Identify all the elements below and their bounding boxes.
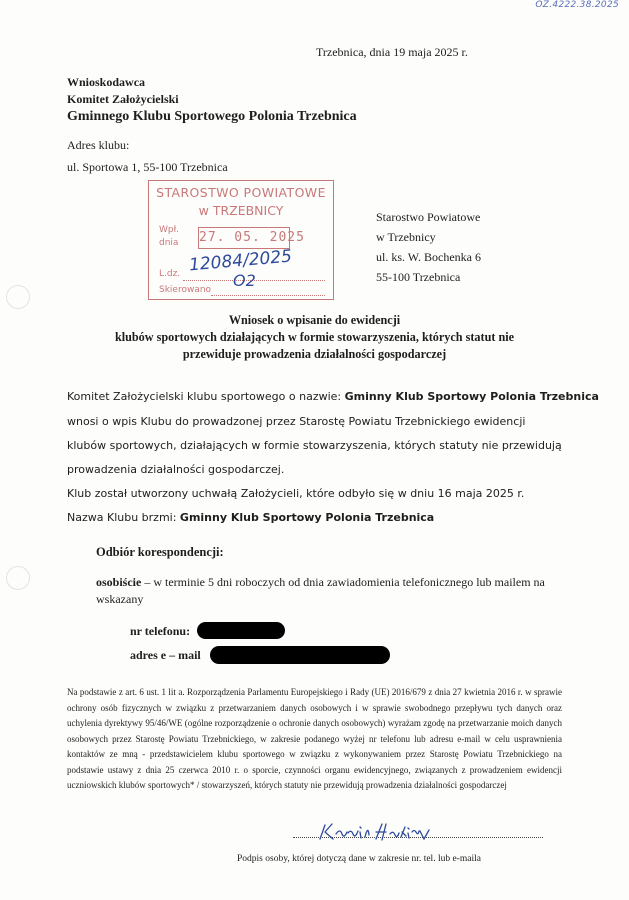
phone-label: nr telefonu: xyxy=(130,624,191,638)
recipient-address xyxy=(376,207,481,287)
registry-stamp xyxy=(148,180,334,300)
consent-clause: Na podstawie z art. 6 ust. 1 lit a. Rozporządzenia Parlamentu Europejskiego i Rady (UE) 2016/679 z dnia 27 kwietnia 2016 r. w sprawie ochrony osób fizycznych w związku z przetwarzaniem danych osobowych i w sprawie swobodnego przepływu tych danych oraz uchylenia dyrektywy 95/46/WE (ogólne rozporządzenie o ochronie danych osobowych) wyrażam zgodę na przetwarzanie moich danych osobowych przez Starostę Powiatu Trzebnickiego, w zakresie podanego wyżej nr telefonu lub adresu e-mail w celu usprawnienia kontaktów ze mną - przedstawicielem klubu sportowego w związku z wykonywaniem przez Starostę Powiatu Trzebnickiego na podstawie ustawy z dnia 25 czerwca 2010 r. o sporcie, czynności organu ewidencyjnego, związanych z prowadzeniem ewidencji uczniowskich klubów sportowych* / stowarzyszeń, których statuty nie przewidują prowadzenia działalności gospodarczej xyxy=(67,687,562,790)
applicant-club-name: Gminnego Klubu Sportowego Polonia Trzebnica xyxy=(67,109,357,124)
stamp-received-date: 27. 05. 2025 xyxy=(198,227,290,249)
stamp-routed-handwritten: O2 xyxy=(233,271,256,290)
body-line-4: prowadzenia działalności gospodarczej. xyxy=(67,463,285,476)
recipient-line: w Trzebnicy xyxy=(376,230,436,244)
stamp-date-label: dnia xyxy=(159,238,179,248)
recipient-line: ul. ks. W. Bochenka 6 xyxy=(376,250,481,264)
document-heading xyxy=(0,312,629,363)
body-club-name-2: Gminny Klub Sportowy Polonia Trzebnica xyxy=(179,511,435,524)
body-line-1-text: Komitet Założycielski klubu sportowego o nazwie: xyxy=(67,390,345,403)
recipient-line: Starostwo Powiatowe xyxy=(376,210,481,224)
stamp-received-label: Wpł. xyxy=(159,225,180,235)
applicant-label: Wnioskodawca xyxy=(67,75,146,89)
correspondence-text xyxy=(96,574,566,608)
stamp-number-label: L.dz. xyxy=(159,269,181,279)
correspondence-mode-text: – w terminie 5 dni roboczych od dnia zawiadomienia telefonicznego lub mailem na wskazany xyxy=(96,575,545,606)
correspondence-mode: osobiście xyxy=(96,575,142,589)
applicant-committee: Komitet Założycielski xyxy=(67,92,179,106)
body-line-5: Klub został utworzony uchwałą Założycieli, które odbyło się w dniu 16 maja 2025 r. xyxy=(67,487,525,500)
phone-redaction xyxy=(197,622,285,639)
signature-caption: Podpis osoby, której dotyczą dane w zakresie nr. tel. lub e-maila xyxy=(237,854,481,864)
correspondence-title: Odbiór korespondencji: xyxy=(96,545,224,559)
punch-hole-top xyxy=(6,285,30,309)
email-redaction xyxy=(210,646,390,664)
body-line-3: klubów sportowych, działających w formie stowarzyszenia, których statuty nie przewidują xyxy=(67,439,562,452)
reference-number: OZ.4222.38.2025 xyxy=(535,0,619,10)
heading-line-1: Wniosek o wpisanie do ewidencji xyxy=(228,313,401,327)
body-line-6-text: Nazwa Klubu brzmi: xyxy=(67,511,180,524)
recipient-line: 55-100 Trzebnica xyxy=(376,270,461,284)
punch-hole-bottom xyxy=(6,566,30,590)
signature xyxy=(316,819,436,849)
email-label: adres e – mail xyxy=(130,648,201,662)
body-club-name: Gminny Klub Sportowy Polonia Trzebnica xyxy=(344,390,599,403)
stamp-office: STAROSTWO POWIATOWE xyxy=(156,185,326,200)
body-line-1 xyxy=(67,390,599,403)
applicant-block xyxy=(67,74,179,108)
body-line-2: wnosi o wpis Klubu do prowadzonej przez Starostę Powiatu Trzebnickiego ewidencji xyxy=(67,415,526,428)
heading-line-3: przewiduje prowadzenia działalności gospodarczej xyxy=(182,347,447,361)
body-line-6 xyxy=(67,511,434,524)
address-label: Adres klubu: xyxy=(67,138,130,152)
stamp-number-handwritten: 12084/2025 xyxy=(188,246,293,276)
stamp-routed-label: Skierowano xyxy=(159,285,212,295)
signature-scribble xyxy=(316,819,436,845)
place-date: Trzebnica, dnia 19 maja 2025 r. xyxy=(316,45,468,59)
heading-line-2: klubów sportowych działających w formie stowarzyszenia, których statut nie xyxy=(114,330,515,344)
address-value: ul. Sportowa 1, 55-100 Trzebnica xyxy=(67,160,228,174)
stamp-routed-line xyxy=(211,295,325,296)
stamp-city: w TRZEBNICY xyxy=(198,203,284,218)
